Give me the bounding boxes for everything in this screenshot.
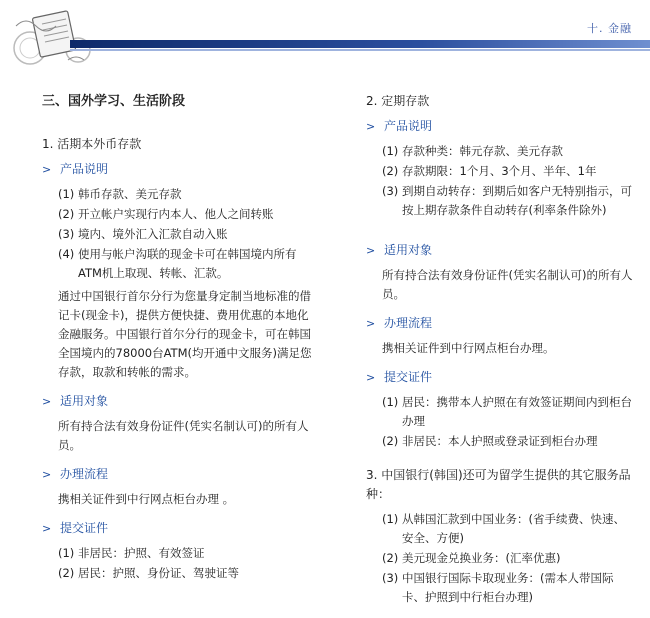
- section-title-demand-deposit: 1. 活期本外币存款: [42, 137, 142, 151]
- list-item: [382, 182, 634, 220]
- subheading-label: 适用对象: [384, 243, 433, 257]
- subheading-label: 办理流程: [60, 467, 109, 481]
- item-text: 居民：携带本人护照在有效签证期间内到柜台办理: [402, 395, 632, 428]
- left-column: [42, 92, 314, 584]
- list-item: [382, 142, 634, 161]
- list-item: [382, 393, 634, 431]
- list-item: [382, 162, 634, 181]
- item-text: 居民：护照、身份证、驾驶证等: [78, 566, 239, 580]
- item-text: 存款期限：1个月、3个月、半年、1年: [402, 164, 597, 178]
- subheading-label: 产品说明: [60, 162, 109, 176]
- item-number: (1): [382, 512, 399, 526]
- item-number: (3): [382, 571, 399, 585]
- item-number: (1): [382, 395, 399, 409]
- page-header: [0, 0, 650, 70]
- item-text: 韩币存款、美元存款: [78, 187, 182, 201]
- subheading-label: 提交证件: [384, 370, 433, 384]
- list-item: [58, 544, 314, 563]
- target-text: 所有持合法有效身份证件(凭实名制认可)的所有人员。: [58, 419, 309, 452]
- list-item: [58, 245, 314, 283]
- item-number: (2): [382, 551, 399, 565]
- services-list: [382, 510, 634, 607]
- item-text: 从韩国汇款到中国业务：(省手续费、快速、安全、方便): [402, 512, 625, 545]
- chevron-right-icon: >: [366, 244, 376, 257]
- item-text: 非居民：本人护照或登录证到柜台办理: [402, 434, 598, 448]
- item-text: 美元现金兑换业务：(汇率优惠): [402, 551, 561, 565]
- subheading-label: 提交证件: [60, 521, 109, 535]
- right-column: [366, 92, 634, 608]
- chevron-right-icon: >: [42, 163, 52, 176]
- product-paragraph: 通过中国银行首尔分行为您量身定制当地标准的借记卡(现金卡)，提供方便快捷、费用优惠的本地化金融服务。中国银行首尔分行的现金卡，可在韩国全国境内的78000台ATM(均开通中文服务)满足您存款，取款和转帐的需求。: [58, 289, 312, 379]
- item-number: (3): [382, 184, 399, 198]
- list-item: [58, 564, 314, 583]
- chevron-right-icon: >: [366, 371, 376, 384]
- item-number: (2): [58, 566, 75, 580]
- subheading-label: 办理流程: [384, 316, 433, 330]
- documents-list: [382, 393, 634, 451]
- list-item: [382, 510, 634, 548]
- chevron-right-icon: >: [42, 395, 52, 408]
- chevron-right-icon: >: [42, 468, 52, 481]
- item-text: 使用与帐户沟联的现金卡可在韩国境内所有ATM机上取现、转帐、汇款。: [78, 247, 297, 280]
- main-title: 三、国外学习、生活阶段: [42, 94, 186, 109]
- list-item: [382, 549, 634, 568]
- product-list: [382, 142, 634, 220]
- item-text: 存款种类：韩元存款、美元存款: [402, 144, 563, 158]
- subheading-product-description: [366, 117, 634, 136]
- list-item: [58, 185, 314, 204]
- list-item: [58, 205, 314, 224]
- item-number: (2): [382, 164, 399, 178]
- item-text: 境内、境外汇入汇款自动入账: [78, 227, 228, 241]
- list-item: [58, 225, 314, 244]
- decorative-notebook-icon: [8, 6, 98, 68]
- item-number: (3): [58, 227, 75, 241]
- documents-list: [58, 544, 314, 583]
- chevron-right-icon: >: [366, 120, 376, 133]
- header-bar: [70, 40, 650, 48]
- product-list: [58, 185, 314, 283]
- item-number: (4): [58, 247, 75, 261]
- item-text: 中国银行国际卡取现业务：(需本人带国际卡、护照到中行柜台办理): [402, 571, 614, 604]
- subheading-documents: [366, 368, 634, 387]
- header-bar-accent: [70, 49, 650, 51]
- chevron-right-icon: >: [42, 522, 52, 535]
- process-text: 携相关证件到中行网点柜台办理 。: [58, 492, 235, 506]
- item-number: (1): [382, 144, 399, 158]
- item-number: (1): [58, 546, 75, 560]
- list-item: [382, 569, 634, 607]
- subheading-label: 适用对象: [60, 394, 109, 408]
- subheading-product-description: [42, 160, 314, 179]
- item-number: (2): [58, 207, 75, 221]
- subheading-label: 产品说明: [384, 119, 433, 133]
- subheading-process: [42, 465, 314, 484]
- chevron-right-icon: >: [366, 317, 376, 330]
- subheading-process: [366, 314, 634, 333]
- subheading-target: [42, 392, 314, 411]
- item-number: (2): [382, 434, 399, 448]
- item-text: 非居民：护照、有效签证: [78, 546, 205, 560]
- item-text: 开立帐户实现行内本人、他人之间转账: [78, 207, 274, 221]
- section-title-time-deposit: 2. 定期存款: [366, 94, 430, 108]
- target-text: 所有持合法有效身份证件(凭实名制认可)的所有人员。: [382, 268, 633, 301]
- subheading-target: [366, 241, 634, 260]
- chapter-label: 十. 金融: [587, 22, 632, 35]
- list-item: [382, 432, 634, 451]
- item-text: 到期自动转存：到期后如客户无特别指示，可按上期存款条件自动转存(利率条件除外): [402, 184, 632, 217]
- item-number: (1): [58, 187, 75, 201]
- subheading-documents: [42, 519, 314, 538]
- process-text: 携相关证件到中行网点柜台办理。: [382, 341, 555, 355]
- section-title-other-services: 3. 中国银行(韩国)还可为留学生提供的其它服务品种：: [366, 468, 631, 501]
